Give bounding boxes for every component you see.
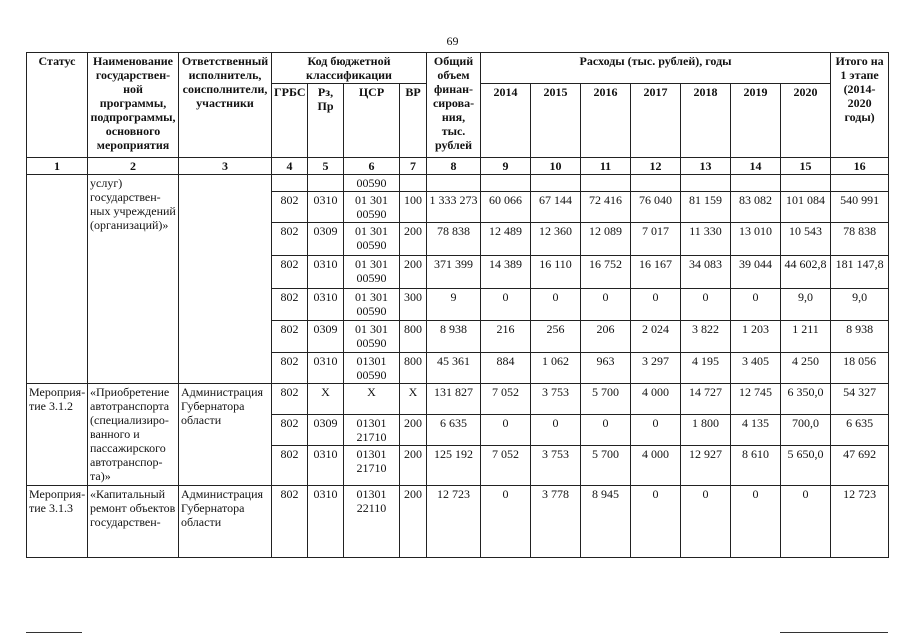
column-number: 12 xyxy=(631,158,681,175)
year-value-cell: 963 xyxy=(581,353,631,384)
header-executor: Ответственный исполнитель, соисполнители, участники xyxy=(179,53,272,158)
year-value-cell: 72 416 xyxy=(581,192,631,223)
year-value-cell: 8 610 xyxy=(731,446,781,486)
column-number: 15 xyxy=(781,158,831,175)
budget-table xyxy=(26,52,889,558)
table-row xyxy=(27,486,889,558)
csr-cell: 01301 00590 xyxy=(344,353,400,384)
year-value-cell: 0 xyxy=(481,415,531,446)
stage-total-cell: 6 635 xyxy=(831,415,889,446)
year-value-cell: 10 543 xyxy=(781,223,831,256)
year-value-cell: 16 167 xyxy=(631,256,681,289)
year-value-cell: 7 052 xyxy=(481,446,531,486)
year-value-cell: 884 xyxy=(481,353,531,384)
year-value-cell: 14 727 xyxy=(681,384,731,415)
csr-cell: 01 301 00590 xyxy=(344,223,400,256)
stage-total-cell: 181 147,8 xyxy=(831,256,889,289)
year-value-cell: 83 082 xyxy=(731,192,781,223)
rzpr-cell: 0310 xyxy=(308,353,344,384)
year-value-cell: 3 778 xyxy=(531,486,581,558)
year-value-cell: 2 024 xyxy=(631,321,681,353)
vr-cell xyxy=(400,175,427,192)
year-value-cell: 67 144 xyxy=(531,192,581,223)
stage-total-cell: 78 838 xyxy=(831,223,889,256)
csr-cell: 01 301 00590 xyxy=(344,192,400,223)
status-cell: Мероприя-тие 3.1.3 xyxy=(27,486,88,558)
year-value-cell: 0 xyxy=(581,289,631,321)
year-value-cell xyxy=(581,175,631,192)
year-value-cell: 700,0 xyxy=(781,415,831,446)
year-value-cell: 0 xyxy=(481,486,531,558)
year-value-cell: 39 044 xyxy=(731,256,781,289)
column-number: 1 xyxy=(27,158,88,175)
total-cell: 9 xyxy=(427,289,481,321)
rzpr-cell: X xyxy=(308,384,344,415)
year-value-cell: 6 350,0 xyxy=(781,384,831,415)
year-value-cell: 5 700 xyxy=(581,446,631,486)
grbs-cell: 802 xyxy=(272,486,308,558)
year-value-cell: 81 159 xyxy=(681,192,731,223)
column-number: 13 xyxy=(681,158,731,175)
total-cell: 131 827 xyxy=(427,384,481,415)
year-value-cell: 4 000 xyxy=(631,384,681,415)
stage-total-cell: 18 056 xyxy=(831,353,889,384)
vr-cell: 800 xyxy=(400,321,427,353)
vr-cell: 300 xyxy=(400,289,427,321)
csr-cell: 01301 21710 xyxy=(344,415,400,446)
vr-cell: 800 xyxy=(400,353,427,384)
column-number: 11 xyxy=(581,158,631,175)
table-row xyxy=(27,175,889,192)
year-value-cell: 101 084 xyxy=(781,192,831,223)
year-value-cell: 16 752 xyxy=(581,256,631,289)
year-value-cell: 3 822 xyxy=(681,321,731,353)
executor-cell: Администрация Губернатора области xyxy=(179,486,272,558)
year-value-cell: 0 xyxy=(631,486,681,558)
column-number: 3 xyxy=(179,158,272,175)
stage-total-cell xyxy=(831,175,889,192)
year-value-cell: 60 066 xyxy=(481,192,531,223)
year-value-cell xyxy=(681,175,731,192)
vr-cell: 200 xyxy=(400,415,427,446)
year-value-cell: 1 203 xyxy=(731,321,781,353)
column-number: 16 xyxy=(831,158,889,175)
year-value-cell: 216 xyxy=(481,321,531,353)
year-value-cell: 9,0 xyxy=(781,289,831,321)
year-value-cell: 16 110 xyxy=(531,256,581,289)
grbs-cell: 802 xyxy=(272,415,308,446)
total-cell: 1 333 273 xyxy=(427,192,481,223)
column-number: 9 xyxy=(481,158,531,175)
vr-cell: 200 xyxy=(400,486,427,558)
year-value-cell: 7 052 xyxy=(481,384,531,415)
year-value-cell xyxy=(481,175,531,192)
year-value-cell: 0 xyxy=(631,289,681,321)
rzpr-cell: 0310 xyxy=(308,486,344,558)
grbs-cell: 802 xyxy=(272,192,308,223)
year-value-cell: 4 250 xyxy=(781,353,831,384)
grbs-cell: 802 xyxy=(272,223,308,256)
rzpr-cell: 0310 xyxy=(308,256,344,289)
year-value-cell: 4 135 xyxy=(731,415,781,446)
stage-total-cell: 9,0 xyxy=(831,289,889,321)
page-number: 69 xyxy=(446,34,459,48)
year-value-cell: 12 927 xyxy=(681,446,731,486)
header-program-name: Наименование государствен-ной программы, подпрограммы, основного мероприятия xyxy=(88,53,179,158)
column-number: 5 xyxy=(308,158,344,175)
table-row xyxy=(27,384,889,415)
header-status: Статус xyxy=(27,53,88,158)
status-cell xyxy=(27,175,88,384)
footer-rule-left xyxy=(26,632,82,633)
header-year: 2018 xyxy=(681,84,731,158)
year-value-cell: 0 xyxy=(731,486,781,558)
header-year: 2014 xyxy=(481,84,531,158)
year-value-cell: 12 745 xyxy=(731,384,781,415)
header-expenses: Расходы (тыс. рублей), годы xyxy=(481,53,831,84)
year-value-cell xyxy=(731,175,781,192)
header-budget-code: Код бюджетной классификации xyxy=(272,53,427,84)
year-value-cell: 1 211 xyxy=(781,321,831,353)
year-value-cell: 0 xyxy=(781,486,831,558)
year-value-cell: 34 083 xyxy=(681,256,731,289)
year-value-cell: 8 945 xyxy=(581,486,631,558)
year-value-cell xyxy=(631,175,681,192)
year-value-cell: 0 xyxy=(681,289,731,321)
grbs-cell: 802 xyxy=(272,353,308,384)
executor-cell xyxy=(179,175,272,384)
year-value-cell: 3 405 xyxy=(731,353,781,384)
year-value-cell: 12 489 xyxy=(481,223,531,256)
vr-cell: 200 xyxy=(400,223,427,256)
column-number: 7 xyxy=(400,158,427,175)
grbs-cell: 802 xyxy=(272,256,308,289)
vr-cell: 200 xyxy=(400,446,427,486)
header-vr: ВР xyxy=(400,84,427,158)
program-name-cell: «Капитальный ремонт объектов государствен- xyxy=(88,486,179,558)
grbs-cell: 802 xyxy=(272,321,308,353)
column-number: 14 xyxy=(731,158,781,175)
year-value-cell: 256 xyxy=(531,321,581,353)
stage-total-cell: 54 327 xyxy=(831,384,889,415)
csr-cell: 01 301 00590 xyxy=(344,321,400,353)
program-name-cell: услуг) государствен-ных учреждений (организаций)» xyxy=(88,175,179,384)
year-value-cell: 0 xyxy=(531,415,581,446)
table-body xyxy=(27,175,889,558)
executor-cell: Администрация Губернатора области xyxy=(179,384,272,486)
year-value-cell: 11 330 xyxy=(681,223,731,256)
year-value-cell: 44 602,8 xyxy=(781,256,831,289)
rzpr-cell: 0309 xyxy=(308,223,344,256)
year-value-cell: 0 xyxy=(481,289,531,321)
stage-total-cell: 540 991 xyxy=(831,192,889,223)
total-cell: 371 399 xyxy=(427,256,481,289)
year-value-cell: 3 753 xyxy=(531,384,581,415)
vr-cell: 200 xyxy=(400,256,427,289)
header-total-volume: Общий объем финан-сирова-ния, тыс. рублей xyxy=(427,53,481,158)
stage-total-cell: 8 938 xyxy=(831,321,889,353)
column-number: 4 xyxy=(272,158,308,175)
year-value-cell: 1 800 xyxy=(681,415,731,446)
total-cell xyxy=(427,175,481,192)
rzpr-cell: 0309 xyxy=(308,321,344,353)
year-value-cell: 1 062 xyxy=(531,353,581,384)
year-value-cell: 0 xyxy=(581,415,631,446)
rzpr-cell: 0310 xyxy=(308,446,344,486)
total-cell: 12 723 xyxy=(427,486,481,558)
header-stage-total: Итого на 1 этапе (2014-2020 годы) xyxy=(831,53,889,158)
header-grbs: ГРБС xyxy=(272,84,308,158)
header-year: 2015 xyxy=(531,84,581,158)
csr-cell: 01301 21710 xyxy=(344,446,400,486)
program-name-cell: «Приобретение автотранспорта (специализиро-ванного и пассажирского автотранспор-та)» xyxy=(88,384,179,486)
rzpr-cell: 0309 xyxy=(308,415,344,446)
total-cell: 45 361 xyxy=(427,353,481,384)
grbs-cell: 802 xyxy=(272,384,308,415)
year-value-cell: 5 700 xyxy=(581,384,631,415)
header-year: 2020 xyxy=(781,84,831,158)
csr-cell: X xyxy=(344,384,400,415)
total-cell: 78 838 xyxy=(427,223,481,256)
grbs-cell: 802 xyxy=(272,446,308,486)
vr-cell: 100 xyxy=(400,192,427,223)
header-year: 2019 xyxy=(731,84,781,158)
column-number: 6 xyxy=(344,158,400,175)
header-year: 2016 xyxy=(581,84,631,158)
stage-total-cell: 12 723 xyxy=(831,486,889,558)
column-number: 8 xyxy=(427,158,481,175)
header-rzpr: Рз, Пр xyxy=(308,84,344,158)
year-value-cell: 3 753 xyxy=(531,446,581,486)
csr-cell: 00590 xyxy=(344,175,400,192)
year-value-cell: 3 297 xyxy=(631,353,681,384)
year-value-cell: 0 xyxy=(531,289,581,321)
year-value-cell: 7 017 xyxy=(631,223,681,256)
footer-rule-right xyxy=(780,632,888,633)
total-cell: 8 938 xyxy=(427,321,481,353)
year-value-cell: 4 000 xyxy=(631,446,681,486)
total-cell: 6 635 xyxy=(427,415,481,446)
csr-cell: 01301 22110 xyxy=(344,486,400,558)
grbs-cell: 802 xyxy=(272,289,308,321)
year-value-cell: 12 360 xyxy=(531,223,581,256)
column-number: 2 xyxy=(88,158,179,175)
year-value-cell: 14 389 xyxy=(481,256,531,289)
stage-total-cell: 47 692 xyxy=(831,446,889,486)
csr-cell: 01 301 00590 xyxy=(344,289,400,321)
year-value-cell xyxy=(781,175,831,192)
rzpr-cell: 0310 xyxy=(308,192,344,223)
year-value-cell: 0 xyxy=(681,486,731,558)
header-year: 2017 xyxy=(631,84,681,158)
rzpr-cell: 0310 xyxy=(308,289,344,321)
year-value-cell: 5 650,0 xyxy=(781,446,831,486)
status-cell: Мероприя-тие 3.1.2 xyxy=(27,384,88,486)
year-value-cell: 76 040 xyxy=(631,192,681,223)
header-csr: ЦСР xyxy=(344,84,400,158)
year-value-cell: 206 xyxy=(581,321,631,353)
year-value-cell: 12 089 xyxy=(581,223,631,256)
total-cell: 125 192 xyxy=(427,446,481,486)
year-value-cell: 0 xyxy=(631,415,681,446)
csr-cell: 01 301 00590 xyxy=(344,256,400,289)
column-number: 10 xyxy=(531,158,581,175)
vr-cell: X xyxy=(400,384,427,415)
year-value-cell: 4 195 xyxy=(681,353,731,384)
year-value-cell xyxy=(531,175,581,192)
year-value-cell: 0 xyxy=(731,289,781,321)
rzpr-cell xyxy=(308,175,344,192)
year-value-cell: 13 010 xyxy=(731,223,781,256)
grbs-cell xyxy=(272,175,308,192)
